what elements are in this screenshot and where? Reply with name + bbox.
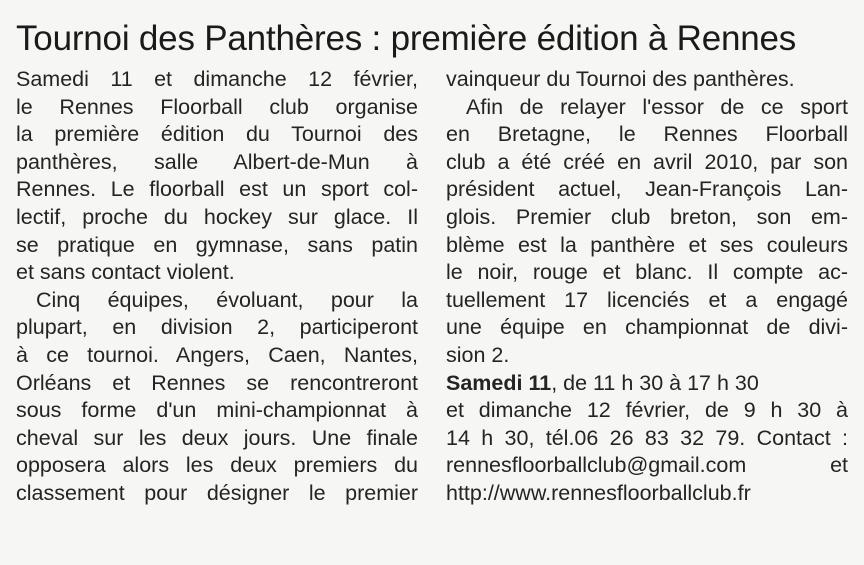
paragraph-line: à ce tournoi. Angers, Caen, Nantes, bbox=[16, 342, 418, 367]
paragraph-line: le noir, rouge et blanc. Il compte ac- bbox=[446, 260, 848, 285]
info-line: 14 h 30, tél.06 26 83 32 79. Contact : bbox=[446, 425, 848, 450]
paragraph-line: le Rennes Floorball club organise bbox=[16, 94, 418, 119]
paragraph-line: se pratique en gymnase, sans patin bbox=[16, 232, 418, 257]
left-column bbox=[16, 66, 418, 508]
paragraph-line: sous forme d'un mini-championnat à bbox=[16, 398, 418, 423]
article-headline: Tournoi des Panthères : première édition à Rennes bbox=[16, 19, 797, 58]
paragraph-line: plupart, en division 2, participeront bbox=[16, 315, 418, 340]
paragraph-line: club a été créé en avril 2010, par son bbox=[446, 149, 848, 174]
info-bold-lead: Samedi 11 bbox=[446, 370, 552, 395]
info-line-first bbox=[446, 370, 848, 398]
paragraph-line: président actuel, Jean-François Lan- bbox=[446, 177, 848, 202]
paragraph-line: classement pour désigner le premier bbox=[16, 480, 418, 505]
paragraph-line: tuellement 17 licenciés et a engagé bbox=[446, 287, 848, 312]
paragraph-line: sion 2. bbox=[446, 342, 510, 367]
paragraph-line: en Bretagne, le Rennes Floorball bbox=[446, 122, 848, 147]
paragraph-line: blème est la panthère et ses couleurs bbox=[446, 232, 848, 257]
paragraph-line: vainqueur du Tournoi des panthères. bbox=[446, 67, 795, 91]
paragraph-line: une équipe en championnat de divi- bbox=[446, 315, 848, 340]
paragraph-line: Cinq équipes, évoluant, pour la bbox=[36, 287, 418, 312]
info-line-rest: , de 11 h 30 à 17 h 30 bbox=[551, 370, 759, 395]
info-line: et dimanche 12 février, de 9 h 30 à bbox=[446, 398, 848, 423]
paragraph-line: cheval sur les deux jours. Une finale bbox=[16, 425, 418, 450]
paragraph-line: opposera alors les deux premiers du bbox=[16, 453, 418, 478]
info-contact-email: rennesfloorballclub@gmail.com et bbox=[446, 453, 848, 478]
paragraph-line: la première édition du Tournoi des bbox=[16, 122, 418, 147]
right-column bbox=[446, 66, 848, 508]
info-contact-url: http://www.rennesfloorballclub.fr bbox=[446, 480, 751, 505]
paragraph-line: panthères, salle Albert-de-Mun à bbox=[16, 149, 418, 174]
paragraph-line: Rennes. Le floorball est un sport col- bbox=[16, 177, 418, 202]
paragraph-line: glois. Premier club breton, son em- bbox=[446, 204, 848, 229]
paragraph-line: lectif, proche du hockey sur glace. Il bbox=[16, 204, 418, 229]
paragraph-line: et sans contact violent. bbox=[16, 260, 235, 285]
paragraph-line: Samedi 11 et dimanche 12 février, bbox=[16, 67, 418, 91]
paragraph-line: Orléans et Rennes se rencontreront bbox=[16, 370, 418, 395]
paragraph-line: Afin de relayer l'essor de ce sport bbox=[466, 94, 848, 119]
